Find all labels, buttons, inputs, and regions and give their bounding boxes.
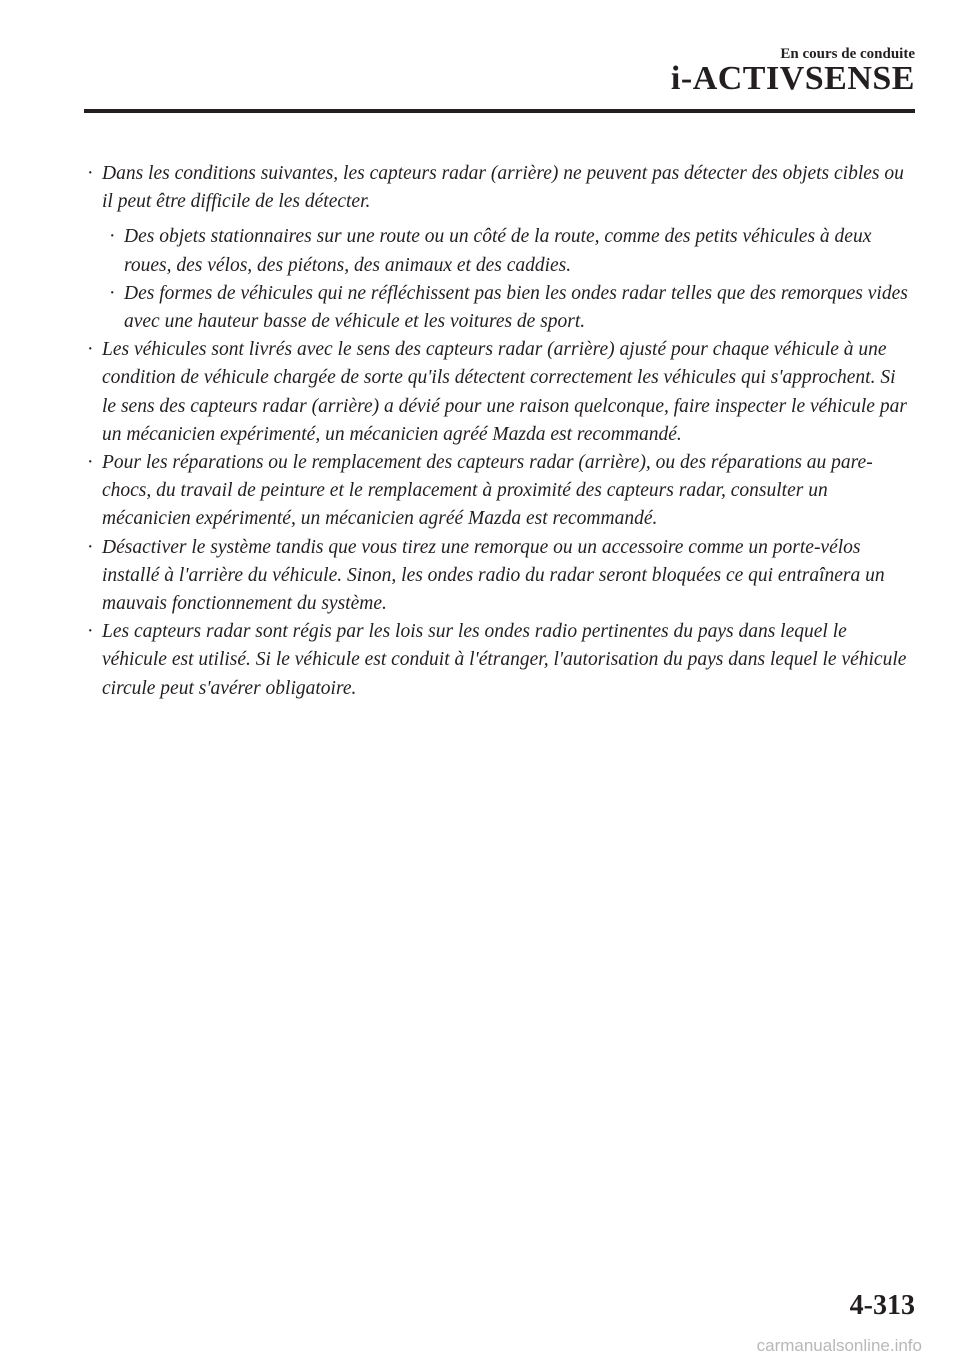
bullet-dot: · xyxy=(109,282,116,304)
sub-bullet-item xyxy=(106,280,914,336)
bullet-dot: · xyxy=(109,226,116,248)
bullet-text: Désactiver le système tandis que vous tirez une remorque ou un accessoire comme un porte-vélos installé à l'arrière du véhicule. Sinon, les ondes radio du radar seront bloquées ce qui entraînera un mauvais fonctionnement du système. xyxy=(102,536,885,615)
bullet-item xyxy=(84,336,914,449)
sub-bullet-item xyxy=(106,223,914,279)
bullet-dot: · xyxy=(87,621,94,643)
bullet-dot: · xyxy=(87,452,94,474)
sub-bullet-text: Des formes de véhicules qui ne réfléchissent pas bien les ondes radar telles que des remorques vides avec une hauteur basse de véhicule et les voitures de sport. xyxy=(124,282,908,333)
bullet-dot: · xyxy=(87,339,94,361)
header-divider xyxy=(84,109,915,113)
bullet-text: Les capteurs radar sont régis par les lois sur les ondes radio pertinentes du pays dans lequel le véhicule est utilisé. Si le véhicule est conduit à l'étranger, l'autorisation du pays dans lequel le véhicule circule peut s'avérer obligatoire. xyxy=(102,621,907,699)
sub-bullet-list xyxy=(84,223,914,336)
page-number: 4-313 xyxy=(849,1290,915,1321)
bullet-text: Dans les conditions suivantes, les capteurs radar (arrière) ne peuvent pas détecter des objets cibles ou il peut être difficile de les détecter. xyxy=(102,163,904,213)
bullet-item xyxy=(84,449,914,534)
bullet-item xyxy=(84,160,914,216)
bullet-dot: · xyxy=(87,536,94,558)
watermark: carmanualsonline.info xyxy=(756,1336,922,1355)
bullet-item xyxy=(84,534,914,619)
bullet-dot: · xyxy=(87,163,94,184)
bullet-item xyxy=(84,618,914,703)
chapter-title: i-ACTIVSENSE xyxy=(670,60,915,97)
sub-bullet-text: Des objets stationnaires sur une route ou un côté de la route, comme des petits véhicules à deux roues, des vélos, des piétons, des animaux et des caddies. xyxy=(124,226,872,276)
main-content xyxy=(84,160,914,703)
bullet-text: Les véhicules sont livrés avec le sens des capteurs radar (arrière) ajusté pour chaque véhicule à une condition de véhicule chargée de sorte qu'ils détectent correctement les véhicules qui s'approchent. Si le sens des capteurs radar (arrière) a dévié pour une raison quelconque, faire inspecter le véhicule par un mécanicien expérimenté, un mécanicien agréé Mazda est recommandé. xyxy=(102,339,907,445)
section-heading: En cours de conduite xyxy=(780,46,915,62)
bullet-text: Pour les réparations ou le remplacement des capteurs radar (arrière), ou des réparations au pare-chocs, du travail de peinture et le remplacement à proximité des capteurs radar, consulter un mécanicien expérimenté, un mécanicien agréé Mazda est recommandé. xyxy=(102,452,873,530)
